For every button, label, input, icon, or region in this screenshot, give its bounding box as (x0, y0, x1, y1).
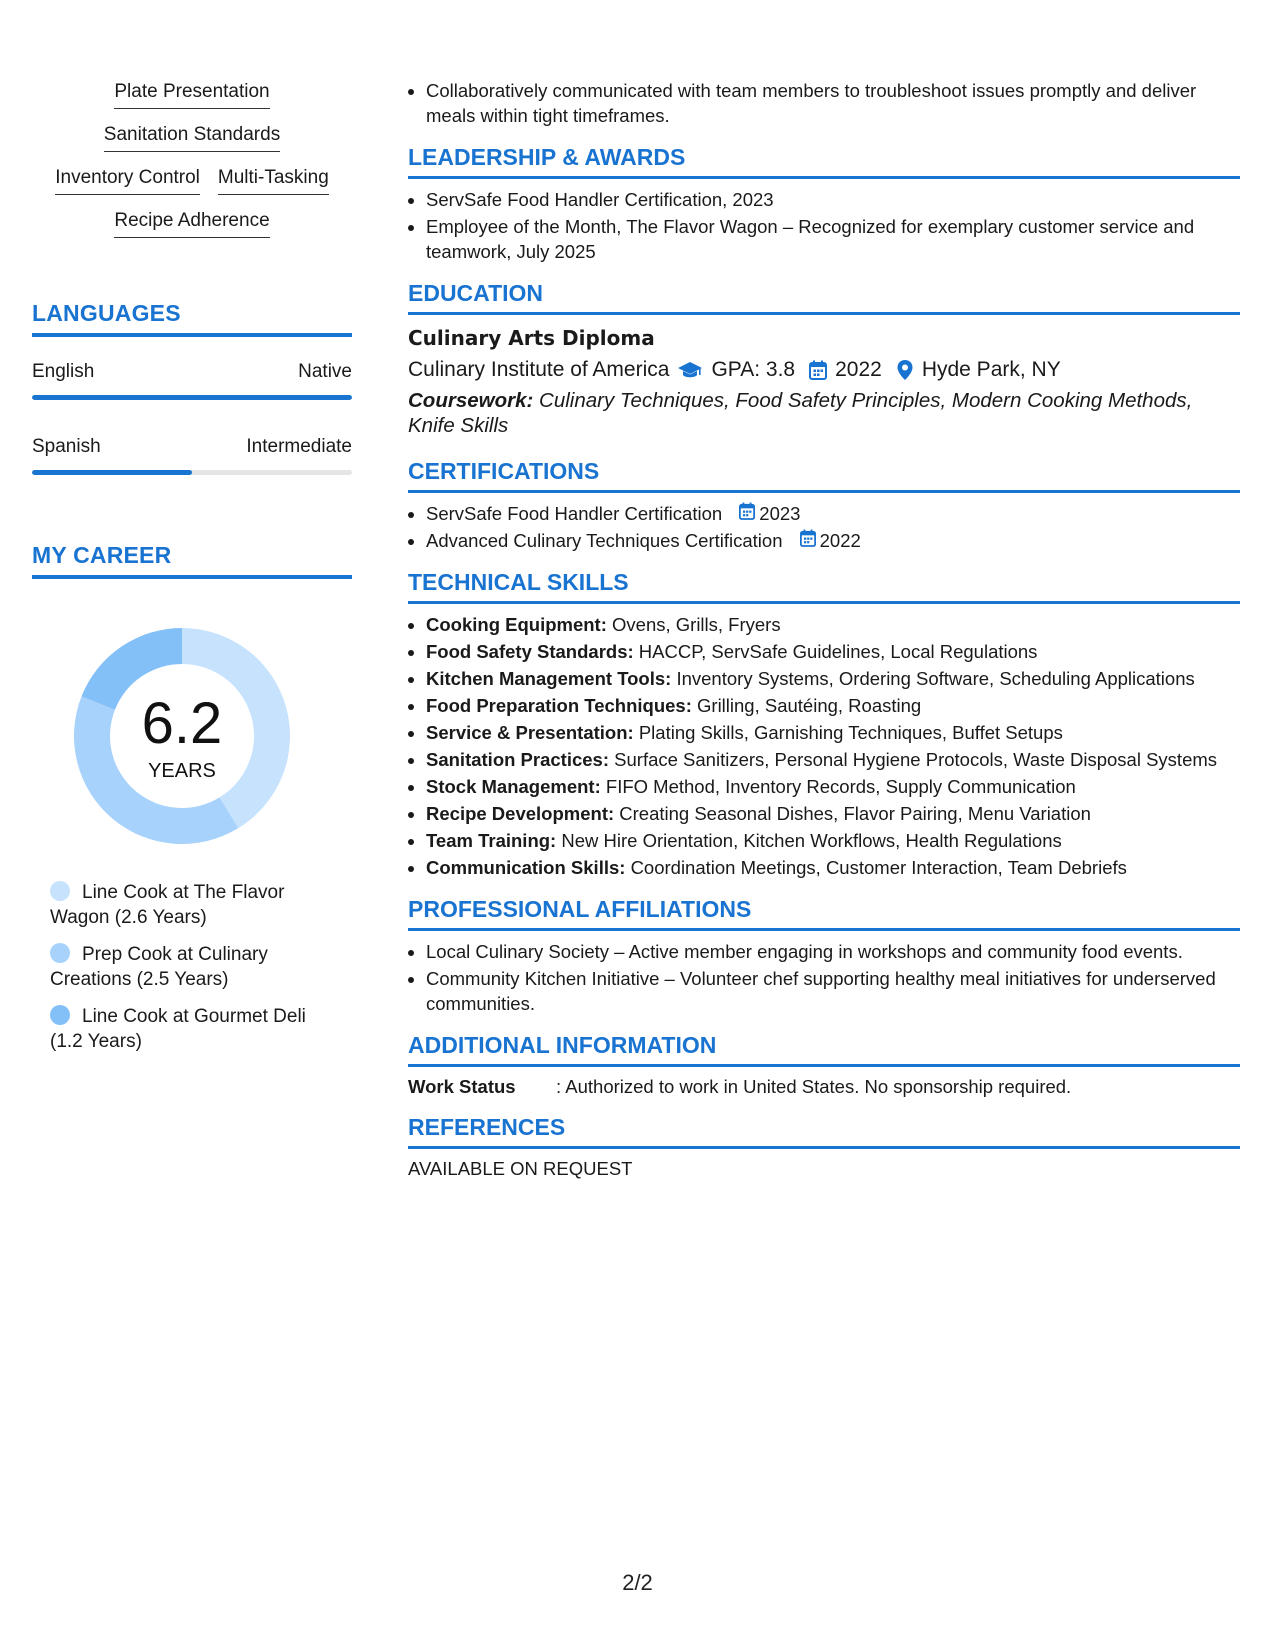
technical-skill-item (426, 774, 1240, 799)
leadership-section (408, 144, 1240, 264)
languages-section (32, 300, 352, 475)
degree-title: Culinary Arts Diploma (408, 326, 655, 350)
coursework-label: Coursework: (408, 389, 534, 412)
languages-title: LANGUAGES (32, 300, 352, 337)
skill-tag: Sanitation Standards (104, 121, 280, 152)
technical-skill-item (426, 612, 1240, 637)
career-legend (50, 880, 310, 1066)
coursework-text: Culinary Techniques, Food Safety Principles, Modern Cooking Methods, Knife Skills (408, 389, 1193, 437)
experience-bullets (408, 78, 1240, 128)
skill-row (32, 164, 352, 195)
skill-tag: Multi-Tasking (218, 164, 329, 195)
certifications-section (408, 458, 1240, 553)
graduation-cap-icon (677, 360, 703, 380)
references-title: REFERENCES (408, 1114, 1240, 1149)
leadership-item: • Employee of the Month, The Flavor Wagon – Recognized for exemplary customer service and teamwork, July 2025 (426, 214, 1240, 264)
certification-item (426, 528, 1240, 553)
technical-skill-value: Ovens, Grills, Fryers (612, 614, 781, 635)
language-item (32, 359, 352, 400)
technical-skill-label: Team Training: (426, 830, 557, 851)
calendar-icon (809, 360, 827, 380)
career-legend-label: Line Cook at The Flavor Wagon (2.6 Years) (50, 882, 285, 928)
language-level: Intermediate (246, 436, 352, 457)
education-title: EDUCATION (408, 280, 1240, 315)
career-title: MY CAREER (32, 542, 352, 579)
affiliations-title: PROFESSIONAL AFFILIATIONS (408, 896, 1240, 931)
skill-tag: Recipe Adherence (114, 207, 269, 238)
calendar-icon (800, 528, 816, 553)
technical-skill-item (426, 666, 1240, 691)
technical-skill-item (426, 828, 1240, 853)
skills-tags (32, 78, 352, 238)
certifications-list (408, 501, 1240, 553)
technical-skills-title: TECHNICAL SKILLS (408, 569, 1240, 604)
certification-item (426, 501, 1240, 526)
education-meta (408, 358, 1240, 382)
skill-tag: Inventory Control (55, 164, 200, 195)
career-legend-item (50, 942, 310, 992)
skill-row (32, 78, 352, 109)
career-unit-label: YEARS (148, 760, 216, 782)
technical-skill-item (426, 855, 1240, 880)
technical-skill-item (426, 639, 1240, 664)
certification-name: ServSafe Food Handler Certification (426, 503, 723, 524)
certifications-title: CERTIFICATIONS (408, 458, 1240, 493)
leadership-list (408, 187, 1240, 264)
references-section (408, 1114, 1240, 1180)
technical-skill-item (426, 747, 1240, 772)
language-name: Spanish (32, 436, 101, 457)
certification-year: 2023 (759, 503, 801, 524)
language-level: Native (298, 361, 352, 382)
language-proficiency-fill (32, 395, 352, 400)
page-number: 2/2 (622, 1570, 653, 1595)
skill-row (32, 121, 352, 152)
technical-skill-label: Stock Management: (426, 776, 601, 797)
language-proficiency-bar (32, 395, 352, 400)
technical-skill-item (426, 801, 1240, 826)
affiliations-section (408, 896, 1240, 1016)
gpa-text: GPA: 3.8 (711, 358, 796, 381)
leadership-item: • ServSafe Food Handler Certification, 2023 (426, 187, 1240, 212)
leadership-title: LEADERSHIP & AWARDS (408, 144, 1240, 179)
technical-skill-label: Service & Presentation: (426, 722, 634, 743)
career-legend-item (50, 880, 310, 930)
technical-skill-item (426, 693, 1240, 718)
legend-dot-icon (50, 1005, 70, 1025)
sidebar (32, 78, 352, 250)
affiliation-item: • Community Kitchen Initiative – Volunteer chef supporting healthy meal initiatives for underserved communities. (426, 966, 1240, 1016)
legend-dot-icon (50, 881, 70, 901)
technical-skill-value: New Hire Orientation, Kitchen Workflows, Health Regulations (561, 830, 1062, 851)
career-donut-chart (68, 622, 296, 850)
calendar-icon (739, 501, 755, 526)
additional-info-section (408, 1032, 1240, 1098)
legend-dot-icon (50, 943, 70, 963)
language-proficiency-bar (32, 470, 352, 475)
technical-skill-label: Communication Skills: (426, 857, 626, 878)
work-status-value: : Authorized to work in United States. No sponsorship required. (556, 1076, 1072, 1097)
certification-name: Advanced Culinary Techniques Certification (426, 530, 783, 551)
language-name: English (32, 361, 95, 382)
experience-bullet: • Collaboratively communicated with team members to troubleshoot issues promptly and deliver meals within tight timeframes. (426, 78, 1240, 128)
school-location: Hyde Park, NY (921, 358, 1061, 381)
technical-skill-value: Creating Seasonal Dishes, Flavor Pairing, Menu Variation (619, 803, 1091, 824)
skill-row (32, 207, 352, 238)
language-proficiency-fill (32, 470, 192, 475)
technical-skill-value: HACCP, ServSafe Guidelines, Local Regulations (638, 641, 1038, 662)
technical-skill-value: Inventory Systems, Ordering Software, Scheduling Applications (676, 668, 1195, 689)
work-status-row (408, 1076, 1240, 1098)
coursework (408, 388, 1240, 438)
skill-tag: Plate Presentation (114, 78, 269, 109)
technical-skills-section (408, 569, 1240, 880)
location-pin-icon (896, 359, 914, 381)
career-legend-label: Line Cook at Gourmet Deli (1.2 Years) (50, 1006, 306, 1052)
technical-skills-list (408, 612, 1240, 880)
technical-skill-value: Surface Sanitizers, Personal Hygiene Protocols, Waste Disposal Systems (614, 749, 1218, 770)
certification-year: 2022 (819, 530, 861, 551)
education-section (408, 280, 1240, 438)
affiliation-item: • Local Culinary Society – Active member engaging in workshops and community food events. (426, 939, 1240, 964)
technical-skill-label: Cooking Equipment: (426, 614, 607, 635)
technical-skill-label: Kitchen Management Tools: (426, 668, 672, 689)
work-status-label: Work Status (408, 1076, 516, 1097)
technical-skill-label: Food Safety Standards: (426, 641, 634, 662)
technical-skill-label: Sanitation Practices: (426, 749, 610, 770)
main-content (408, 78, 1240, 1180)
technical-skill-value: Coordination Meetings, Customer Interaction, Team Debriefs (630, 857, 1127, 878)
technical-skill-value: Grilling, Sautéing, Roasting (697, 695, 922, 716)
graduation-year: 2022 (835, 358, 882, 381)
references-text: AVAILABLE ON REQUEST (408, 1158, 633, 1179)
career-legend-item (50, 1004, 310, 1054)
technical-skill-value: Plating Skills, Garnishing Techniques, Buffet Setups (638, 722, 1063, 743)
technical-skill-label: Recipe Development: (426, 803, 615, 824)
career-legend-label: Prep Cook at Culinary Creations (2.5 Years) (50, 944, 268, 990)
career-section (32, 542, 352, 579)
career-total-years: 6.2 (141, 691, 223, 756)
technical-skill-item (426, 720, 1240, 745)
school-name: Culinary Institute of America (408, 358, 670, 381)
language-item (32, 434, 352, 475)
affiliations-list (408, 939, 1240, 1016)
additional-info-title: ADDITIONAL INFORMATION (408, 1032, 1240, 1067)
technical-skill-value: FIFO Method, Inventory Records, Supply Communication (605, 776, 1076, 797)
technical-skill-label: Food Preparation Techniques: (426, 695, 692, 716)
